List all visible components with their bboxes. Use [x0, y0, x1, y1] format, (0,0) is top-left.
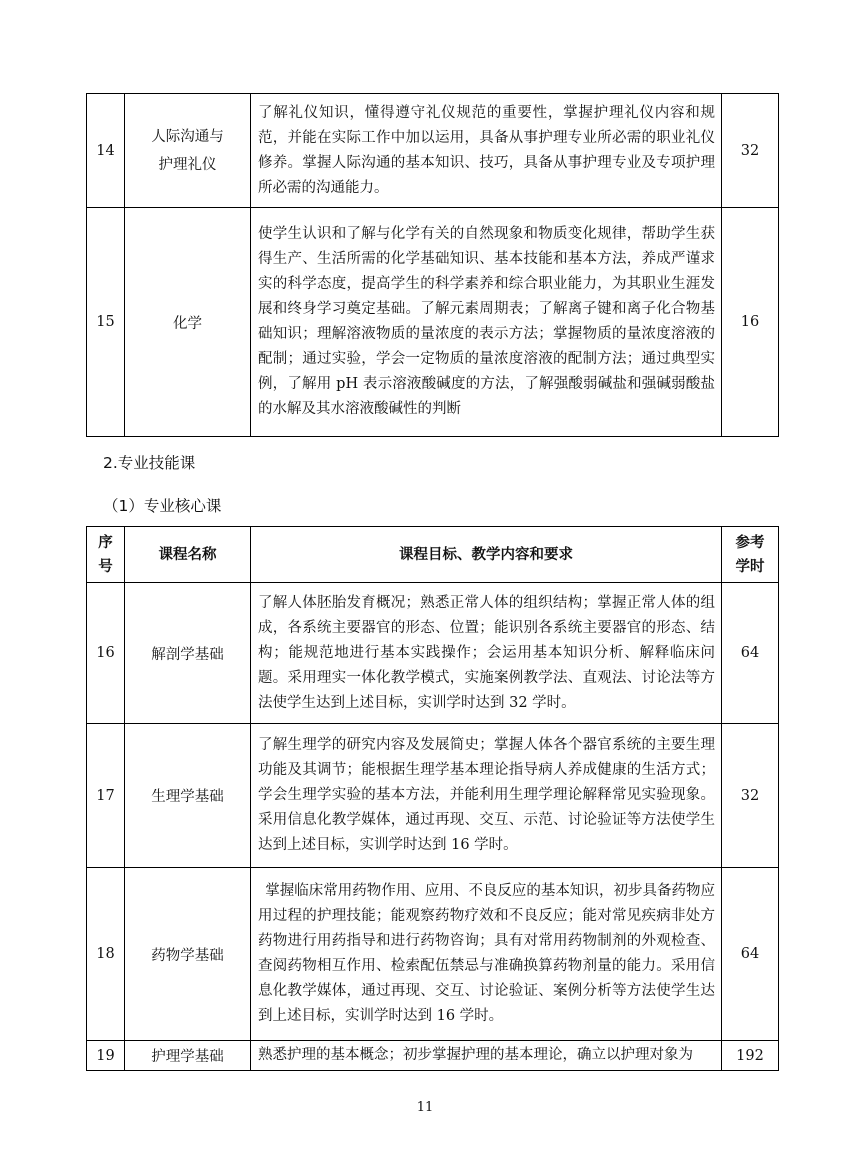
table-row [87, 94, 779, 208]
page-number: 11 [416, 1100, 434, 1115]
course-description: 了解生理学的研究内容及发展简史；掌握人体各个器官系统的主要生理功能及其调节；能根据生理学基本理论指导病人养成健康的生活方式；学会生理学实验的基本方法，并能利用生理学理论解释常见实验现象。采用信息化教学媒体，通过再现、交互、示范、讨论验证等方法使学生达到上述目标，实训学时达到 16 学时。 [251, 724, 722, 868]
course-description: 使学生认识和了解与化学有关的自然现象和物质变化规律，帮助学生获得生产、生活所需的化学基础知识、基本技能和基本方法，养成严谨求实的科学态度，提高学生的科学素养和综合职业能力，为其职业生涯发展和终身学习奠定基础。了解元素周期表；了解离子键和离子化合物基础知识；理解溶液物质的量浓度的表示方法；掌握物质的量浓度溶液的配制；通过实验，学会一定物质的量浓度溶液的配制方法；通过典型实例，了解用 pH 表示溶液酸碱度的方法，了解强酸弱碱盐和强碱弱酸盐的水解及其水溶液酸碱性的判断 [251, 208, 722, 437]
course-description: 了解礼仪知识，懂得遵守礼仪规范的重要性，掌握护理礼仪内容和规范，并能在实际工作中加以运用，具备从事护理专业所必需的职业礼仪修养。掌握人际沟通的基本知识、技巧，具备从事护理专业及专项护理所必需的沟通能力。 [251, 94, 722, 208]
row-number: 16 [87, 583, 125, 724]
table-row [87, 208, 779, 437]
subsection-heading: （1）专业核心课 [103, 497, 222, 515]
course-description: 掌握临床常用药物作用、应用、不良反应的基本知识，初步具备药物应用过程的护理技能；能观察药物疗效和不良反应；能对常见疾病非处方药物进行用药指导和进行药物咨询；具有对常用药物制剂的外观检查、查阅药物相互作用、检索配伍禁忌与准确换算药物剂量的能力。采用信息化教学媒体，通过再现、交互、讨论验证、案例分析等方法使学生达到上述目标，实训学时达到 16 学时。 [251, 868, 722, 1041]
header-hours [722, 527, 779, 583]
course-name: 生理学基础 [125, 724, 251, 868]
row-number: 18 [87, 868, 125, 1041]
table-header-row [87, 527, 779, 583]
table-row [87, 583, 779, 724]
course-hours: 192 [722, 1041, 779, 1071]
header-number-line: 序 [98, 534, 113, 551]
course-hours: 16 [722, 208, 779, 437]
course-name-line: 人际沟通与 [151, 128, 224, 145]
row-number: 17 [87, 724, 125, 868]
header-course-name: 课程名称 [125, 527, 251, 583]
core-course-table [86, 526, 779, 1071]
header-number-line: 号 [98, 558, 113, 575]
course-description: 了解人体胚胎发育概况；熟悉正常人体的组织结构；掌握正常人体的组成，各系统主要器官的形态、位置；能识别各系统主要器官的形态、结构；能规范地进行基本实践操作；会运用基本知识分析、解释临床问题。采用理实一体化教学模式，实施案例教学法、直观法、讨论法等方法使学生达到上述目标，实训学时达到 32 学时。 [251, 583, 722, 724]
course-hours: 32 [722, 94, 779, 208]
course-name [125, 94, 251, 208]
course-hours: 32 [722, 724, 779, 868]
table-row [87, 724, 779, 868]
table-row [87, 1041, 779, 1071]
course-table-continued [86, 93, 779, 437]
row-number: 15 [87, 208, 125, 437]
header-number [87, 527, 125, 583]
section-heading: 2.专业技能课 [103, 454, 196, 472]
course-hours: 64 [722, 868, 779, 1041]
course-description: 熟悉护理的基本概念；初步掌握护理的基本理论，确立以护理对象为 [251, 1041, 722, 1071]
row-number: 19 [87, 1041, 125, 1071]
header-hours-line: 参考 [735, 534, 765, 551]
course-name: 药物学基础 [125, 868, 251, 1041]
course-name: 化学 [125, 208, 251, 437]
course-hours: 64 [722, 583, 779, 724]
course-name: 解剖学基础 [125, 583, 251, 724]
header-hours-line: 学时 [735, 558, 765, 575]
course-name: 护理学基础 [125, 1041, 251, 1071]
header-description: 课程目标、教学内容和要求 [251, 527, 722, 583]
course-name-line: 护理礼仪 [158, 156, 217, 173]
table-row [87, 868, 779, 1041]
row-number: 14 [87, 94, 125, 208]
